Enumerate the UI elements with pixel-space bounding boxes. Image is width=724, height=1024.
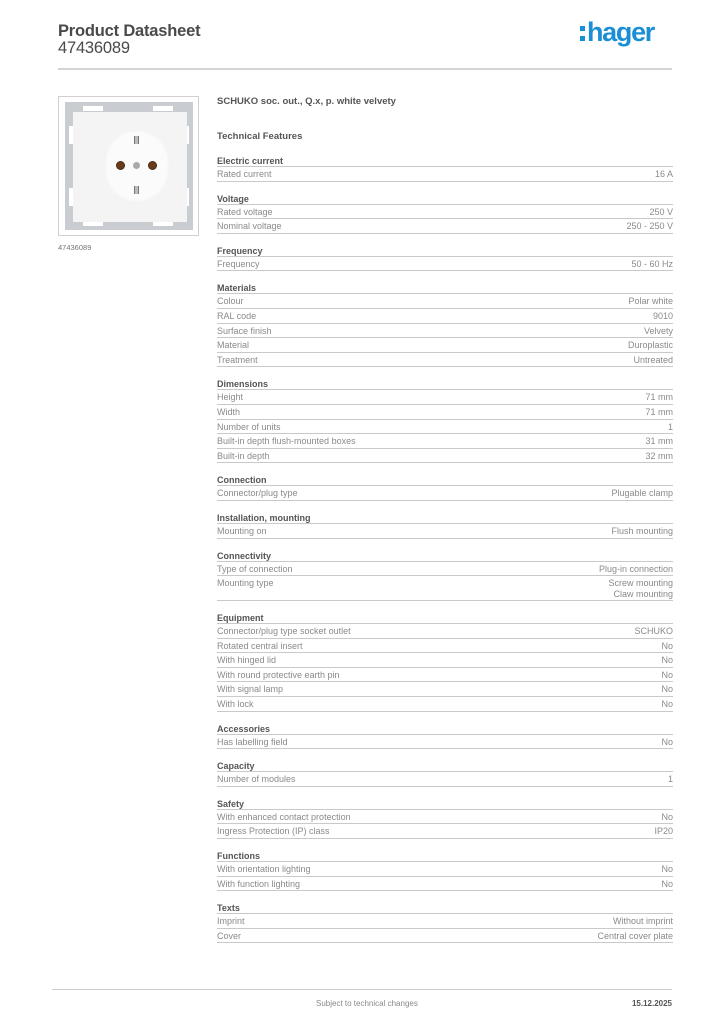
feature-row [217, 405, 673, 420]
feature-label: Material [217, 340, 250, 351]
section-title: Safety [217, 799, 673, 810]
feature-value [645, 392, 673, 403]
feature-section [217, 246, 673, 272]
feature-value [611, 526, 673, 537]
feature-section [217, 513, 673, 539]
feature-value-line: Claw mounting [613, 589, 673, 600]
document-title: Product Datasheet [58, 22, 201, 40]
feature-label: Connector/plug type [217, 488, 298, 499]
feature-label: Height [217, 392, 244, 403]
feature-value [661, 641, 673, 652]
feature-value-line: Central cover plate [597, 930, 673, 941]
feature-row [217, 257, 673, 272]
feature-value [649, 207, 673, 218]
feature-row [217, 338, 673, 353]
feature-row [217, 877, 673, 892]
feature-row [217, 486, 673, 501]
datasheet-content [217, 95, 673, 943]
feature-value-line: 32 mm [645, 450, 673, 461]
feature-row [217, 735, 673, 750]
feature-value [654, 826, 673, 837]
feature-section [217, 851, 673, 891]
feature-label: With round protective earth pin [217, 669, 340, 680]
feature-section [217, 724, 673, 750]
feature-value [655, 169, 673, 180]
feature-row [217, 449, 673, 464]
feature-row [217, 353, 673, 368]
feature-section [217, 799, 673, 839]
feature-row [217, 324, 673, 339]
footer-note: Subject to technical changes [316, 999, 418, 1008]
feature-label: With hinged lid [217, 655, 277, 666]
feature-value [645, 436, 673, 447]
feature-value [611, 488, 673, 499]
feature-value-line: 250 - 250 V [626, 221, 673, 232]
feature-label: Ingress Protection (IP) class [217, 826, 330, 837]
feature-label: Rated current [217, 169, 272, 179]
feature-value [645, 451, 673, 462]
feature-label: Cover [217, 930, 242, 941]
feature-label: With enhanced contact protection [217, 811, 351, 822]
header-divider [58, 68, 672, 70]
feature-label: Width [217, 406, 241, 417]
feature-label: Type of connection [217, 563, 293, 574]
feature-value [634, 626, 673, 637]
feature-row [217, 810, 673, 825]
feature-row [217, 420, 673, 435]
section-title: Materials [217, 283, 673, 294]
feature-value-line: No [661, 699, 673, 710]
feature-value-line: No [661, 684, 673, 695]
feature-label: Connector/plug type socket outlet [217, 626, 351, 637]
feature-value [661, 684, 673, 695]
technical-features-title: Technical Features [217, 131, 303, 142]
feature-label: RAL code [217, 310, 257, 321]
feature-label: Frequency [217, 258, 260, 269]
product-name: SCHUKO soc. out., Q.x, p. white velvety [217, 96, 396, 107]
feature-label: Mounting type [217, 578, 274, 589]
feature-row [217, 219, 673, 234]
feature-label: Imprint [217, 916, 245, 927]
section-title: Accessories [217, 724, 673, 735]
feature-row [217, 390, 673, 405]
feature-value-line: SCHUKO [634, 626, 673, 637]
feature-value-line: Velvety [643, 325, 673, 336]
feature-value-line: Screw mounting [608, 578, 673, 589]
feature-row [217, 772, 673, 787]
feature-row [217, 309, 673, 324]
feature-row [217, 639, 673, 654]
image-caption: 47436089 [58, 243, 92, 252]
feature-section [217, 194, 673, 234]
feature-value-line: Flush mounting [611, 525, 673, 536]
footer-divider [52, 989, 672, 990]
feature-label: Mounting on [217, 525, 267, 536]
feature-value [628, 296, 673, 307]
feature-value [631, 259, 673, 270]
logo-text: hager [586, 17, 654, 47]
feature-row [217, 524, 673, 539]
feature-row [217, 668, 673, 683]
feature-value [645, 407, 673, 418]
feature-value [597, 931, 673, 942]
feature-row [217, 167, 673, 182]
section-title: Texts [217, 903, 673, 914]
feature-value-line: 1 [667, 774, 673, 785]
feature-value-line: 1 [667, 421, 673, 432]
feature-value [661, 864, 673, 875]
section-title: Voltage [217, 194, 673, 205]
feature-value-line: 31 mm [645, 436, 673, 447]
feature-row [217, 294, 673, 309]
feature-value-line: No [661, 736, 673, 747]
section-title: Capacity [217, 761, 673, 772]
feature-label: Number of modules [217, 774, 296, 785]
feature-label: Treatment [217, 354, 258, 365]
feature-row [217, 653, 673, 668]
schuko-socket-icon [105, 130, 169, 202]
feature-label: With lock [217, 699, 254, 710]
feature-value [633, 355, 673, 366]
feature-label: With function lighting [217, 878, 301, 889]
feature-value-line: Plug-in connection [598, 563, 673, 574]
feature-label: Surface finish [217, 325, 272, 336]
page-header [58, 17, 672, 70]
feature-value-line: No [661, 640, 673, 651]
feature-section [217, 156, 673, 182]
feature-section [217, 903, 673, 943]
logo-colon-icon [580, 26, 585, 43]
feature-sections [217, 156, 673, 943]
feature-row [217, 697, 673, 712]
feature-row [217, 624, 673, 639]
feature-value-line: 16 A [654, 169, 673, 179]
feature-value [668, 422, 673, 433]
section-title: Frequency [217, 246, 673, 257]
section-title: Dimensions [217, 379, 673, 390]
feature-value-line: IP20 [654, 826, 673, 837]
feature-label: Colour [217, 296, 244, 307]
feature-value [628, 340, 673, 351]
feature-section [217, 613, 673, 712]
feature-label: With orientation lighting [217, 864, 311, 875]
feature-row [217, 576, 673, 601]
section-title: Installation, mounting [217, 513, 673, 524]
feature-label: Nominal voltage [217, 221, 282, 232]
feature-label: Number of units [217, 421, 281, 432]
feature-row [217, 682, 673, 697]
feature-value [661, 879, 673, 890]
feature-value [661, 699, 673, 710]
feature-value-line: 71 mm [645, 406, 673, 417]
feature-value-line: No [661, 864, 673, 875]
feature-label: Built-in depth [217, 450, 270, 461]
feature-value-line: Plugable clamp [611, 488, 673, 499]
feature-value-line: Duroplastic [627, 340, 673, 351]
section-title: Connection [217, 475, 673, 486]
feature-row [217, 434, 673, 449]
feature-label: Has labelling field [217, 736, 288, 747]
feature-section [217, 761, 673, 787]
section-title: Equipment [217, 613, 673, 624]
feature-row [217, 914, 673, 929]
feature-value-line: 71 mm [645, 392, 673, 403]
cover-plate [73, 112, 187, 222]
feature-value-line: No [661, 669, 673, 680]
feature-value-line: No [661, 811, 673, 822]
feature-value-line: Untreated [633, 354, 673, 365]
feature-section [217, 475, 673, 501]
feature-section [217, 283, 673, 367]
feature-label: With signal lamp [217, 684, 284, 695]
feature-value [644, 326, 673, 337]
feature-value-line: Polar white [628, 296, 673, 307]
feature-value [661, 670, 673, 681]
feature-value-line: No [661, 655, 673, 666]
feature-section [217, 551, 673, 602]
feature-label: Rotated central insert [217, 640, 303, 651]
feature-value [653, 311, 673, 322]
section-title: Connectivity [217, 551, 673, 562]
feature-row [217, 562, 673, 577]
feature-value-line: 50 - 60 Hz [631, 258, 673, 269]
feature-value [626, 221, 673, 232]
feature-row [217, 862, 673, 877]
feature-label: Rated voltage [217, 206, 273, 217]
feature-label: Built-in depth flush-mounted boxes [217, 436, 356, 447]
feature-section [217, 379, 673, 463]
section-title: Electric current [217, 156, 673, 167]
feature-value [661, 655, 673, 666]
feature-value-line: No [661, 878, 673, 889]
feature-row [217, 929, 673, 944]
feature-value-line: 9010 [652, 310, 673, 321]
feature-value-line: Without imprint [612, 916, 673, 927]
document-number: 47436089 [58, 39, 130, 57]
feature-row [217, 205, 673, 220]
feature-value [668, 774, 673, 785]
footer-date: 15.12.2025 [631, 999, 672, 1008]
feature-value [661, 737, 673, 748]
feature-value [608, 578, 673, 600]
feature-row [217, 824, 673, 839]
feature-value [661, 812, 673, 823]
feature-value [613, 916, 673, 927]
product-image [58, 96, 199, 236]
section-title: Functions [217, 851, 673, 862]
hager-logo [580, 17, 654, 48]
feature-value-line: 250 V [649, 206, 673, 217]
feature-value [599, 564, 673, 575]
